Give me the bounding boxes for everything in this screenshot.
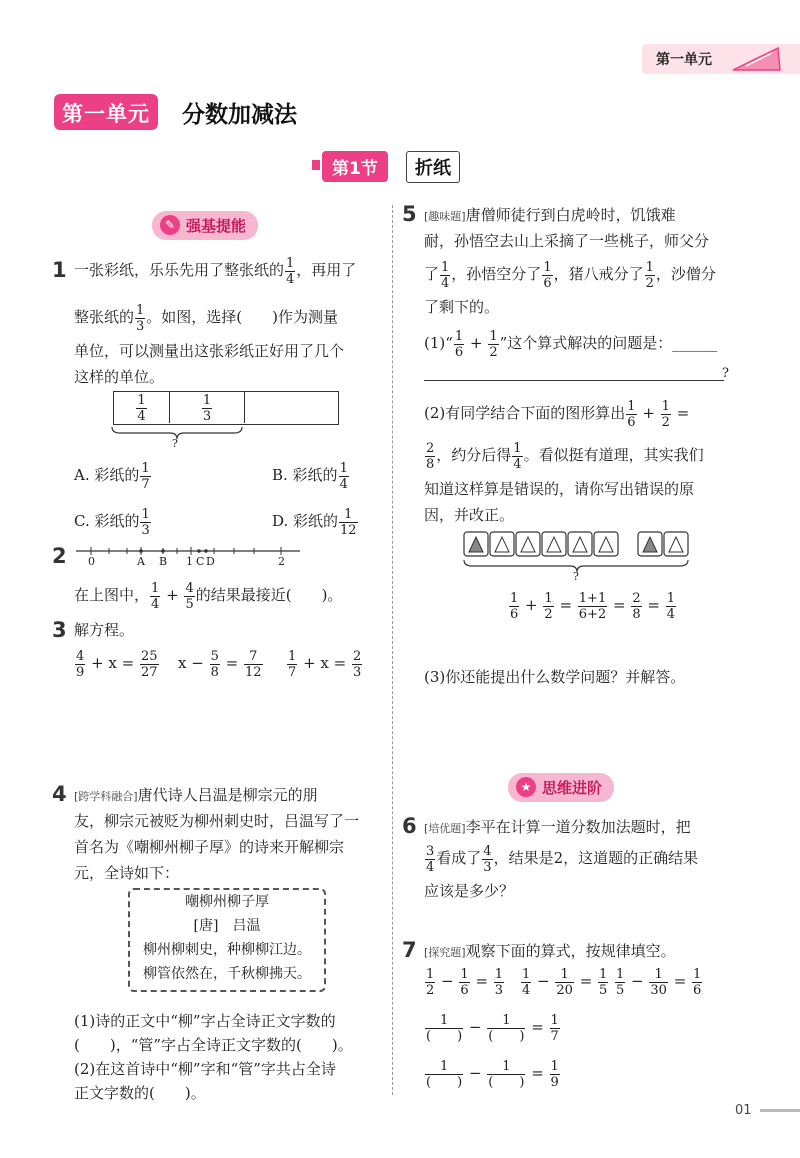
q2-text: 在上图中， $\frac{1}{4}$ + $\frac{4}{5}$ 的结果最接近( )。 (74, 580, 343, 612)
third-segment: $\frac{1}{3}$ (170, 392, 245, 423)
equation-2: x − $\frac{5}{8}$ = $\frac{7}{12}$ (178, 648, 262, 680)
poem-title: 嘲柳州柳子厚 (185, 894, 269, 910)
q4-line3: 首名为《嘲柳州柳子厚》的诗来开解柳宗 (74, 838, 345, 856)
answer-question-mark: ? (722, 366, 729, 381)
q5-line4: 了剩下的。 (424, 298, 500, 316)
question-number: 7 (402, 938, 417, 962)
pencil-icon: ✎ (160, 215, 180, 235)
poem-line: 柳州柳刺史，种柳柳江边。 (143, 942, 311, 958)
option-a[interactable]: A. 彩纸的 $\frac{1}{7}$ (74, 460, 150, 492)
section-badge: 第1节 (322, 151, 388, 182)
q1-line3: 单位，可以测量出这张彩纸正好用了几个 (74, 342, 345, 360)
q7-example-2: $\frac{1}{4}$ − $\frac{1}{20}$ = $\frac{1}{5}$ (522, 966, 608, 998)
tick-label: 0 (88, 555, 95, 568)
q5-part2-line4: 因，并改正。 (424, 506, 515, 524)
brace-question: ? (573, 570, 579, 583)
q5-line2: 耐，孙悟空去山上采摘了一些桃子，师父分 (424, 232, 710, 250)
q4-part1b: ( )，“管”字占全诗正文字数的( )。 (74, 1036, 353, 1054)
tick-label: D (206, 555, 215, 568)
q6-line3: 应该是多少？ (424, 882, 515, 900)
q6-line2: $\frac{3}{4}$ 看成了 $\frac{4}{3}$ ，结果是2，这道题的正确结果 (426, 843, 699, 875)
section-title: 折纸 (406, 151, 460, 183)
header-unit-label: 第一单元 (656, 52, 712, 68)
q5-part2-line1: (2)有同学结合下面的图形算出 $\frac{1}{6}$ + $\frac{1}{2}$ = (424, 398, 690, 430)
q5-part2-line2: $\frac{2}{8}$ ，约分后得 $\frac{1}{4}$ 。看似挺有道理，其实我们 (426, 440, 704, 472)
q7-fill-2[interactable]: $\frac{1}{( )}$ − $\frac{1}{( )}$ = $\frac{1}{9}$ (426, 1058, 559, 1090)
basic-section-pill (152, 211, 258, 240)
tick-label: C (196, 555, 205, 568)
q6-line1: [培优题]李平在计算一道分数加法题时，把 (424, 818, 691, 836)
question-number: 2 (52, 544, 67, 568)
q3-title: 解方程。 (74, 621, 135, 639)
q5-line1: [趣味题]唐僧师徒行到白虎岭时，饥饿难 (424, 206, 676, 224)
q1-line4: 这样的单位。 (74, 368, 165, 386)
q1-line1: 一张彩纸，乐乐先用了整张纸的 $\frac{1}{4}$ ，再用了 (74, 255, 357, 287)
q7-example-1: $\frac{1}{2}$ − $\frac{1}{6}$ = $\frac{1}{3}$ (426, 966, 504, 998)
medal-icon: ★ (516, 777, 536, 797)
paper-strip-diagram (113, 391, 339, 425)
poem-line: 柳管依然在，千秋柳拂天。 (143, 966, 311, 982)
q5-part2-line3: 知道这样算是错误的，请你写出错误的原 (424, 480, 695, 498)
question-number: 5 (402, 202, 417, 226)
tick-label: 2 (278, 555, 285, 568)
q5-part1: (1)“ $\frac{1}{6}$ + $\frac{1}{2}$ ”这个算式解决的问题是：______ (424, 328, 718, 360)
section-marker (312, 160, 320, 170)
poem-author: [唐] 吕温 (193, 918, 261, 934)
question-number: 1 (52, 258, 67, 282)
q4-part2b: 正文字数的( )。 (74, 1084, 206, 1102)
q4-line4: 元，全诗如下： (74, 864, 180, 882)
q4-part2a: (2)在这首诗中“柳”字和“管”字共占全诗 (74, 1060, 336, 1078)
brace-question: ? (172, 437, 178, 450)
strip-brace (110, 425, 250, 443)
page-number: 01 (735, 1103, 752, 1118)
basic-section-label: 强基提能 (186, 217, 247, 235)
question-number: 6 (402, 814, 417, 838)
q7-line1: [探究题]观察下面的算式，按规律填空。 (424, 942, 676, 960)
q5-line3: 了 $\frac{1}{4}$ ，孙悟空分了 $\frac{1}{6}$ ，猪八戒分了 $\frac{1}{2}$ ，沙僧分 (424, 259, 716, 291)
equation-3: $\frac{1}{7}$ + x = $\frac{2}{3}$ (288, 648, 362, 680)
tick-label: A (137, 555, 145, 568)
option-b[interactable]: B. 彩纸的 $\frac{1}{4}$ (272, 460, 348, 492)
advanced-section-pill (508, 773, 614, 802)
unit-badge: 第一单元 (54, 94, 158, 130)
ruler-triangle-icon (728, 44, 788, 74)
option-c[interactable]: C. 彩纸的 $\frac{1}{3}$ (74, 506, 150, 538)
q4-line2: 友，柳宗元被贬为柳州刺史时，吕温写了一 (74, 812, 360, 830)
option-d[interactable]: D. 彩纸的 $\frac{1}{12}$ (272, 506, 357, 538)
poem-box (128, 888, 326, 992)
q4-part1a: (1)诗的正文中“柳”字占全诗正文字数的 (74, 1012, 336, 1030)
tick-label: B (159, 555, 168, 568)
answer-line[interactable] (424, 380, 724, 381)
unit-title: 分数加减法 (182, 102, 297, 128)
column-divider (392, 205, 393, 1095)
q5-part3: (3)你还能提出什么数学问题？并解答。 (424, 668, 686, 686)
equation-1: $\frac{4}{9}$ + x = $\frac{25}{27}$ (76, 648, 158, 680)
q1-line2: 整张纸的 $\frac{1}{3}$ 。如图，选择( )作为测量 (74, 302, 339, 334)
q4-line1: [跨学科融合]唐代诗人吕温是柳宗元的朋 (74, 786, 318, 804)
page-bar (760, 1109, 800, 1112)
advanced-section-label: 思维进阶 (542, 779, 603, 797)
question-number: 4 (52, 782, 67, 806)
quarter-segment: $\frac{1}{4}$ (114, 392, 170, 423)
question-number: 3 (52, 618, 67, 642)
tick-label: 1 (186, 555, 193, 568)
q7-fill-1[interactable]: $\frac{1}{( )}$ − $\frac{1}{( )}$ = $\frac{1}{7}$ (426, 1012, 559, 1044)
q7-example-3: $\frac{1}{5}$ − $\frac{1}{30}$ = $\frac{1}{6}$ (616, 966, 702, 998)
q5-wrong-calculation: $\frac{1}{6}$ + $\frac{1}{2}$ = $\frac{1+1}{6+2}$ = $\frac{2}{8}$ = $\frac{1}{4}$ (510, 590, 675, 622)
